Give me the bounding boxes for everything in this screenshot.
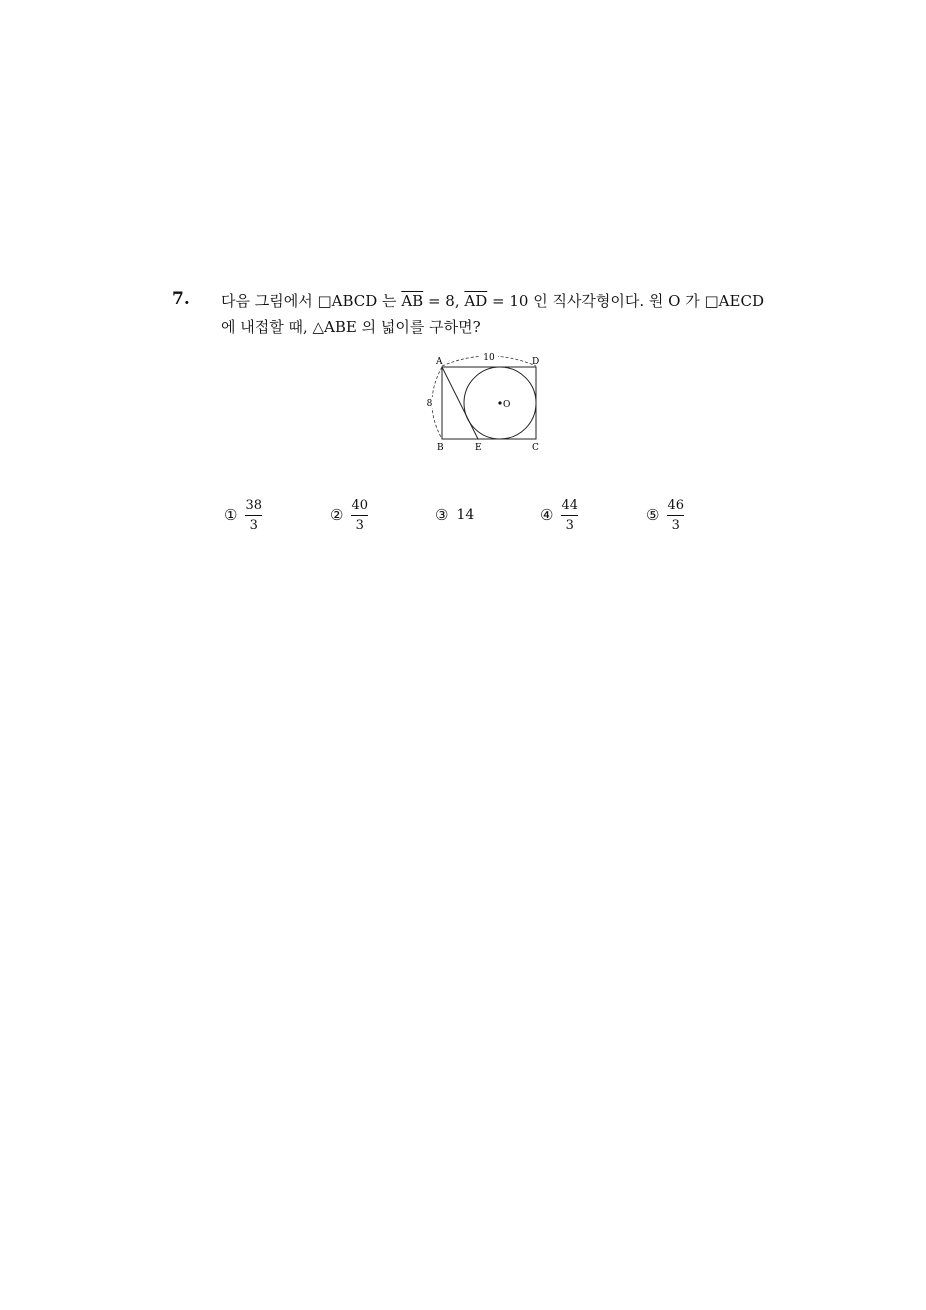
label-b: B (437, 443, 444, 453)
geometry-figure (420, 349, 550, 457)
label-a: A (436, 357, 443, 367)
choice-1[interactable] (224, 495, 262, 535)
segment-ab: $\overline{AB}$ (401, 292, 424, 310)
question-text-line-2: 에 내접할 때, △ABE 의 넓이를 구하면? (221, 318, 481, 336)
rectangle-abcd (442, 367, 536, 439)
question-number: 7. (172, 289, 190, 309)
numerator: 38 (245, 497, 262, 513)
label-d: D (532, 357, 540, 367)
choice-fraction (351, 498, 368, 533)
choice-4[interactable] (540, 495, 578, 535)
text-part: = 10 인 직사각형이다. 원 O 가 □AECD (487, 292, 764, 310)
choice-fraction (245, 498, 262, 533)
label-o: O (503, 400, 511, 410)
label-side-left: 8 (426, 399, 433, 409)
denominator: 3 (565, 517, 574, 533)
label-side-top: 10 (483, 353, 495, 363)
center-point-o (498, 401, 501, 404)
choice-3[interactable] (435, 495, 474, 535)
segment-ad: $\overline{AD}$ (464, 292, 488, 310)
numerator: 44 (561, 497, 578, 513)
choice-mark: ④ (540, 506, 554, 524)
choice-mark: ③ (435, 506, 449, 524)
denominator: 3 (249, 517, 258, 533)
label-e: E (475, 443, 482, 453)
label-c: C (532, 443, 539, 453)
choice-2[interactable] (330, 495, 368, 535)
choice-fraction (561, 498, 578, 533)
question-text-line-1 (221, 290, 764, 311)
text-part: = 8, (423, 292, 465, 310)
choice-mark: ① (224, 506, 238, 524)
numerator: 40 (351, 497, 368, 513)
numerator: 46 (667, 497, 684, 513)
denominator: 3 (671, 517, 680, 533)
segment-ae (442, 367, 478, 439)
denominator: 3 (355, 517, 364, 533)
choice-fraction (667, 498, 684, 533)
choice-5[interactable] (646, 495, 684, 535)
choice-mark: ⑤ (646, 506, 660, 524)
text-part: 다음 그림에서 □ABCD 는 (221, 292, 402, 310)
choice-mark: ② (330, 506, 344, 524)
choice-value: 14 (456, 507, 475, 523)
